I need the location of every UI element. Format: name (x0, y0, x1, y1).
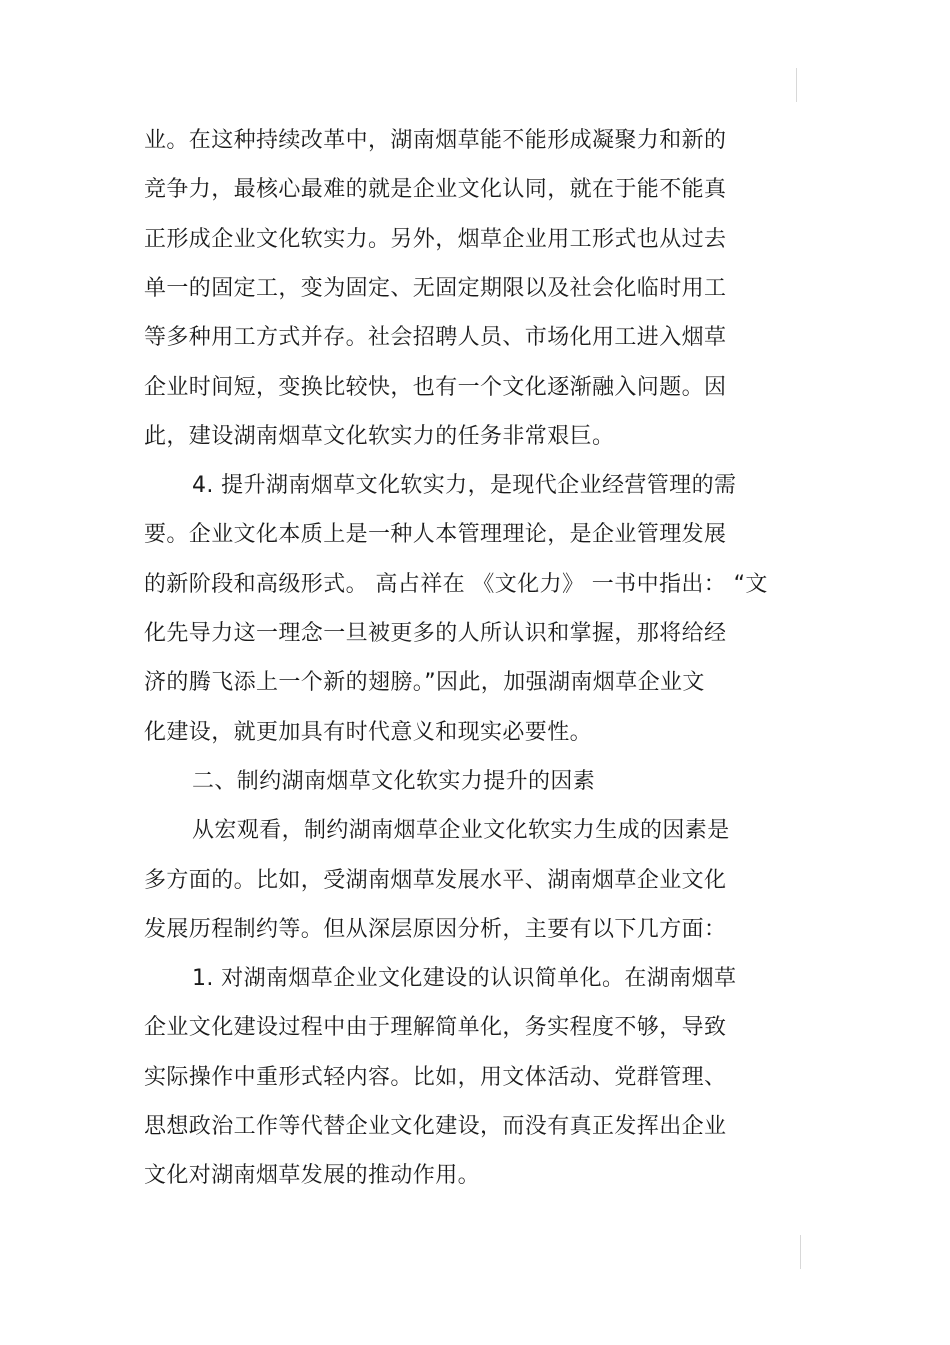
text-line: 单一的固定工，变为固定、无固定期限以及社会化临时用工 (144, 275, 727, 301)
text-line: 企业时间短，变换比较快，也有一个文化逐渐融入问题。因 (144, 374, 727, 400)
text-line: 文化对湖南烟草发展的推动作用。 (144, 1163, 481, 1189)
text-line: 4. 提升湖南烟草文化软实力，是现代企业经营管理的需 (192, 473, 737, 499)
text-line: 要。企业文化本质上是一种人本管理理论，是企业管理发展 (144, 522, 727, 548)
text-line: 等多种用工方式并存。社会招聘人员、市场化用工进入烟草 (144, 325, 727, 351)
text-line: 思想政治工作等代替企业文化建设，而没有真正发挥出企业 (144, 1114, 727, 1139)
text-line: 企业文化建设过程中由于理解简单化，务实程度不够，导致 (144, 1015, 727, 1041)
text-line: 的新阶段和高级形式。 高占祥在 《文化力》 一书中指出： “文 (144, 571, 768, 597)
text-line: 实际操作中重形式轻内容。比如，用文体活动、党群管理、 (144, 1064, 727, 1090)
text-line: 发展历程制约等。但从深层原因分析，主要有以下几方面： (144, 916, 727, 942)
text-line: 化先导力这一理念一旦被更多的人所认识和掌握，那将给经 (144, 621, 727, 646)
text-line: 1. 对湖南烟草企业文化建设的认识简单化。在湖南烟草 (192, 966, 737, 992)
text-line: 竞争力，最核心最难的就是企业文化认同，就在于能不能真 (144, 177, 727, 203)
text-line: 此，建设湖南烟草文化软实力的任务非常艰巨。 (144, 423, 615, 449)
text-line: 从宏观看，制约湖南烟草企业文化软实力生成的因素是 (192, 818, 730, 844)
page-edge-mark-top (796, 68, 797, 102)
text-line: 二、制约湖南烟草文化软实力提升的因素 (192, 768, 596, 794)
text-line: 正形成企业文化软实力。另外，烟草企业用工形式也从过去 (144, 226, 727, 252)
text-line: 济的腾飞添上一个新的翅膀。”因此，加强湖南烟草企业文 (144, 670, 705, 696)
text-line: 多方面的。比如，受湖南烟草发展水平、湖南烟草企业文化 (144, 867, 727, 893)
page-edge-mark-bottom (800, 1235, 801, 1269)
text-line: 业。在这种持续改革中，湖南烟草能不能形成凝聚力和新的 (144, 128, 727, 153)
text-line: 化建设，就更加具有时代意义和现实必要性。 (144, 719, 593, 745)
